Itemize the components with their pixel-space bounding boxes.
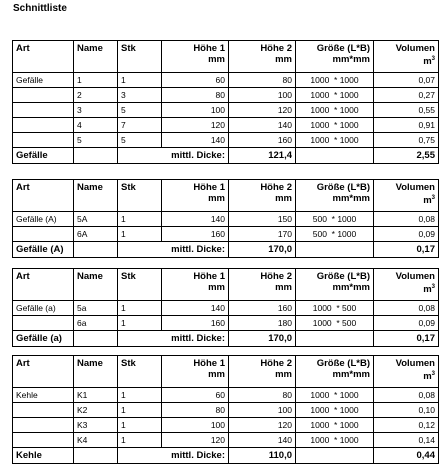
cell-art: Kehle bbox=[13, 388, 74, 403]
summary-empty bbox=[296, 331, 374, 347]
header-art-label: Art bbox=[16, 271, 30, 282]
summary-art: Gefälle (a) bbox=[13, 331, 74, 347]
cell-name: 1 bbox=[74, 73, 118, 88]
header-unit-m-sup: 3 bbox=[431, 56, 435, 62]
header-volumen bbox=[374, 356, 439, 388]
summary-art: Kehle bbox=[13, 448, 74, 464]
header-row bbox=[13, 180, 439, 212]
cell-volumen: 0,07 bbox=[374, 73, 439, 88]
cell-stk: 1 bbox=[118, 433, 162, 448]
summary-total: 2,55 bbox=[374, 148, 439, 164]
cell-groesse: 1000 * 1000 bbox=[296, 73, 374, 88]
header-unit-m-sup: 3 bbox=[431, 284, 435, 290]
summary-row bbox=[13, 148, 439, 164]
header-unit-mm: mm bbox=[275, 54, 292, 65]
cell-volumen: 0,27 bbox=[374, 88, 439, 103]
cell-volumen: 0,14 bbox=[374, 433, 439, 448]
header-groesse-label: Größe (L*B) bbox=[316, 358, 370, 369]
header-name bbox=[74, 269, 118, 301]
header-groesse-label: Größe (L*B) bbox=[316, 271, 370, 282]
cell-volumen: 0,09 bbox=[374, 316, 439, 331]
header-unit-m-sup: 3 bbox=[431, 371, 435, 377]
header-stk bbox=[118, 356, 162, 388]
cell-hoehe2: 120 bbox=[229, 418, 296, 433]
header-volumen bbox=[374, 180, 439, 212]
cell-groesse: 500 * 1000 bbox=[296, 227, 374, 242]
header-unit-mm: mm bbox=[208, 54, 225, 65]
cell-hoehe2: 170 bbox=[229, 227, 296, 242]
cell-hoehe1: 140 bbox=[162, 301, 229, 316]
cell-volumen: 0,75 bbox=[374, 133, 439, 148]
cell-art bbox=[13, 118, 74, 133]
summary-dicke-value: 121,4 bbox=[229, 148, 296, 164]
table-row bbox=[13, 301, 439, 316]
header-stk bbox=[118, 269, 162, 301]
summary-dicke-label: mittl. Dicke: bbox=[118, 448, 229, 464]
cell-groesse: 1000 * 1000 bbox=[296, 403, 374, 418]
summary-total: 0,17 bbox=[374, 331, 439, 347]
cell-hoehe2: 140 bbox=[229, 433, 296, 448]
cell-stk: 1 bbox=[118, 418, 162, 433]
header-groesse-label: Größe (L*B) bbox=[316, 182, 370, 193]
cell-name: 3 bbox=[74, 103, 118, 118]
cell-art: Gefälle (A) bbox=[13, 212, 74, 227]
cell-name: K2 bbox=[74, 403, 118, 418]
cell-stk: 1 bbox=[118, 301, 162, 316]
table-row bbox=[13, 88, 439, 103]
cell-hoehe2: 180 bbox=[229, 316, 296, 331]
header-hoehe2 bbox=[229, 356, 296, 388]
cell-art: Gefälle bbox=[13, 73, 74, 88]
header-volumen bbox=[374, 41, 439, 73]
cell-name: 6A bbox=[74, 227, 118, 242]
header-hoehe1-label: Höhe 1 bbox=[193, 182, 225, 193]
header-stk-label: Stk bbox=[121, 358, 136, 369]
table-row bbox=[13, 316, 439, 331]
summary-empty bbox=[296, 448, 374, 464]
header-stk bbox=[118, 41, 162, 73]
cell-groesse: 1000 * 1000 bbox=[296, 133, 374, 148]
header-art bbox=[13, 356, 74, 388]
cell-art bbox=[13, 88, 74, 103]
summary-empty bbox=[296, 242, 374, 258]
cell-volumen: 0,10 bbox=[374, 403, 439, 418]
page-title: Schnittliste bbox=[13, 3, 67, 14]
header-row bbox=[13, 356, 439, 388]
cell-stk: 1 bbox=[118, 403, 162, 418]
cell-art: Gefälle (a) bbox=[13, 301, 74, 316]
cell-art bbox=[13, 227, 74, 242]
header-art bbox=[13, 180, 74, 212]
header-hoehe1-label: Höhe 1 bbox=[193, 43, 225, 54]
header-unit-mmmm: mm*mm bbox=[332, 193, 370, 204]
header-unit-mm: mm bbox=[275, 193, 292, 204]
cell-groesse: 1000 * 1000 bbox=[296, 103, 374, 118]
table-row bbox=[13, 212, 439, 227]
cell-groesse: 1000 * 1000 bbox=[296, 418, 374, 433]
cell-stk: 7 bbox=[118, 118, 162, 133]
cell-hoehe1: 60 bbox=[162, 73, 229, 88]
cell-name: 2 bbox=[74, 88, 118, 103]
cell-groesse: 1000 * 1000 bbox=[296, 118, 374, 133]
cell-art bbox=[13, 316, 74, 331]
header-groesse bbox=[296, 356, 374, 388]
header-hoehe2-label: Höhe 2 bbox=[260, 271, 292, 282]
summary-name bbox=[74, 448, 118, 464]
header-hoehe2 bbox=[229, 180, 296, 212]
header-unit-mm: mm bbox=[208, 369, 225, 380]
header-groesse-label: Größe (L*B) bbox=[316, 43, 370, 54]
header-stk-label: Stk bbox=[121, 182, 136, 193]
table-row bbox=[13, 103, 439, 118]
summary-name bbox=[74, 242, 118, 258]
cell-hoehe2: 100 bbox=[229, 403, 296, 418]
cell-volumen: 0,55 bbox=[374, 103, 439, 118]
cell-stk: 1 bbox=[118, 227, 162, 242]
cell-volumen: 0,12 bbox=[374, 418, 439, 433]
header-volumen-label: Volumen bbox=[395, 358, 435, 369]
header-unit-m: m bbox=[423, 371, 432, 383]
table-row bbox=[13, 133, 439, 148]
cell-name: 5 bbox=[74, 133, 118, 148]
header-volumen-label: Volumen bbox=[395, 43, 435, 54]
header-name bbox=[74, 180, 118, 212]
summary-row bbox=[13, 448, 439, 464]
header-hoehe1 bbox=[162, 41, 229, 73]
cell-hoehe1: 80 bbox=[162, 88, 229, 103]
cell-hoehe1: 160 bbox=[162, 227, 229, 242]
cell-hoehe2: 140 bbox=[229, 118, 296, 133]
table-row bbox=[13, 388, 439, 403]
summary-empty bbox=[296, 148, 374, 164]
header-stk-label: Stk bbox=[121, 43, 136, 54]
cell-hoehe1: 120 bbox=[162, 433, 229, 448]
header-name-label: Name bbox=[77, 182, 103, 193]
header-stk bbox=[118, 180, 162, 212]
cell-groesse: 1000 * 500 bbox=[296, 301, 374, 316]
cell-volumen: 0,08 bbox=[374, 301, 439, 316]
header-name-label: Name bbox=[77, 43, 103, 54]
header-stk-label: Stk bbox=[121, 271, 136, 282]
cell-hoehe1: 140 bbox=[162, 133, 229, 148]
cell-groesse: 500 * 1000 bbox=[296, 212, 374, 227]
cell-hoehe1: 80 bbox=[162, 403, 229, 418]
header-unit-m: m bbox=[423, 56, 432, 68]
header-name-label: Name bbox=[77, 271, 103, 282]
summary-art: Gefälle (A) bbox=[13, 242, 74, 258]
header-unit-m-sup: 3 bbox=[431, 195, 435, 201]
summary-row bbox=[13, 331, 439, 347]
cell-name: 5a bbox=[74, 301, 118, 316]
header-name-label: Name bbox=[77, 358, 103, 369]
table-row bbox=[13, 73, 439, 88]
cell-name: K3 bbox=[74, 418, 118, 433]
cell-stk: 1 bbox=[118, 73, 162, 88]
cell-groesse: 1000 * 1000 bbox=[296, 433, 374, 448]
summary-total: 0,44 bbox=[374, 448, 439, 464]
cell-groesse: 1000 * 500 bbox=[296, 316, 374, 331]
summary-name bbox=[74, 331, 118, 347]
header-unit-mmmm: mm*mm bbox=[332, 282, 370, 293]
cell-hoehe2: 150 bbox=[229, 212, 296, 227]
header-unit-mm: mm bbox=[208, 193, 225, 204]
cell-stk: 5 bbox=[118, 133, 162, 148]
header-art-label: Art bbox=[16, 182, 30, 193]
summary-dicke-value: 110,0 bbox=[229, 448, 296, 464]
cell-name: K4 bbox=[74, 433, 118, 448]
cell-stk: 1 bbox=[118, 212, 162, 227]
header-unit-mm: mm bbox=[275, 282, 292, 293]
header-art bbox=[13, 41, 74, 73]
cell-volumen: 0,09 bbox=[374, 227, 439, 242]
header-art bbox=[13, 269, 74, 301]
cell-art bbox=[13, 418, 74, 433]
cell-name: 5A bbox=[74, 212, 118, 227]
cut-table-gefaelle-A bbox=[12, 179, 439, 258]
cell-art bbox=[13, 133, 74, 148]
cell-art bbox=[13, 103, 74, 118]
header-hoehe2 bbox=[229, 41, 296, 73]
cell-name: 6a bbox=[74, 316, 118, 331]
summary-name bbox=[74, 148, 118, 164]
cell-name: 4 bbox=[74, 118, 118, 133]
header-hoehe2 bbox=[229, 269, 296, 301]
header-unit-mmmm: mm*mm bbox=[332, 369, 370, 380]
header-hoehe2-label: Höhe 2 bbox=[260, 182, 292, 193]
cell-stk: 1 bbox=[118, 388, 162, 403]
cut-table-gefaelle-a bbox=[12, 268, 439, 347]
header-name bbox=[74, 41, 118, 73]
summary-dicke-value: 170,0 bbox=[229, 242, 296, 258]
header-volumen bbox=[374, 269, 439, 301]
header-unit-mm: mm bbox=[275, 369, 292, 380]
cell-volumen: 0,08 bbox=[374, 388, 439, 403]
header-art-label: Art bbox=[16, 43, 30, 54]
summary-dicke-label: mittl. Dicke: bbox=[118, 242, 229, 258]
header-groesse bbox=[296, 41, 374, 73]
cell-hoehe1: 140 bbox=[162, 212, 229, 227]
header-row bbox=[13, 269, 439, 301]
cell-groesse: 1000 * 1000 bbox=[296, 88, 374, 103]
header-hoehe1-label: Höhe 1 bbox=[193, 271, 225, 282]
header-groesse bbox=[296, 180, 374, 212]
summary-row bbox=[13, 242, 439, 258]
header-row bbox=[13, 41, 439, 73]
summary-dicke-value: 170,0 bbox=[229, 331, 296, 347]
table-row bbox=[13, 118, 439, 133]
header-hoehe2-label: Höhe 2 bbox=[260, 43, 292, 54]
cell-name: K1 bbox=[74, 388, 118, 403]
cell-groesse: 1000 * 1000 bbox=[296, 388, 374, 403]
cell-hoehe2: 160 bbox=[229, 133, 296, 148]
cell-art bbox=[13, 403, 74, 418]
cell-hoehe1: 160 bbox=[162, 316, 229, 331]
cell-stk: 1 bbox=[118, 316, 162, 331]
summary-total: 0,17 bbox=[374, 242, 439, 258]
header-name bbox=[74, 356, 118, 388]
cell-hoehe1: 60 bbox=[162, 388, 229, 403]
header-art-label: Art bbox=[16, 358, 30, 369]
cell-volumen: 0,91 bbox=[374, 118, 439, 133]
cut-table-gefaelle bbox=[12, 40, 439, 164]
cell-hoehe1: 100 bbox=[162, 418, 229, 433]
cell-hoehe2: 80 bbox=[229, 73, 296, 88]
cell-stk: 3 bbox=[118, 88, 162, 103]
cell-art bbox=[13, 433, 74, 448]
header-volumen-label: Volumen bbox=[395, 182, 435, 193]
header-hoehe1-label: Höhe 1 bbox=[193, 358, 225, 369]
cell-hoehe2: 80 bbox=[229, 388, 296, 403]
cell-stk: 5 bbox=[118, 103, 162, 118]
header-hoehe1 bbox=[162, 269, 229, 301]
cell-hoehe2: 100 bbox=[229, 88, 296, 103]
header-unit-m: m bbox=[423, 284, 432, 296]
header-hoehe1 bbox=[162, 180, 229, 212]
cell-hoehe2: 120 bbox=[229, 103, 296, 118]
header-hoehe2-label: Höhe 2 bbox=[260, 358, 292, 369]
cut-table-kehle bbox=[12, 355, 439, 464]
summary-dicke-label: mittl. Dicke: bbox=[118, 331, 229, 347]
header-unit-m: m bbox=[423, 195, 432, 207]
table-row bbox=[13, 227, 439, 242]
cell-hoehe1: 120 bbox=[162, 118, 229, 133]
summary-art: Gefälle bbox=[13, 148, 74, 164]
table-row bbox=[13, 433, 439, 448]
summary-dicke-label: mittl. Dicke: bbox=[118, 148, 229, 164]
header-groesse bbox=[296, 269, 374, 301]
cell-volumen: 0,08 bbox=[374, 212, 439, 227]
cell-hoehe2: 160 bbox=[229, 301, 296, 316]
table-row bbox=[13, 403, 439, 418]
table-row bbox=[13, 418, 439, 433]
header-unit-mmmm: mm*mm bbox=[332, 54, 370, 65]
header-unit-mm: mm bbox=[208, 282, 225, 293]
header-hoehe1 bbox=[162, 356, 229, 388]
header-volumen-label: Volumen bbox=[395, 271, 435, 282]
cell-hoehe1: 100 bbox=[162, 103, 229, 118]
